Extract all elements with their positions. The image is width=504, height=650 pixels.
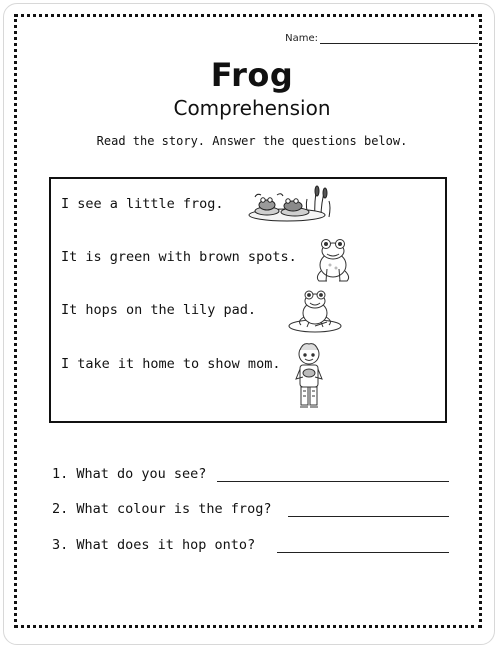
story-line-4: I take it home to show mom.	[61, 356, 281, 372]
name-label: Name:	[285, 33, 318, 44]
child-holding-frog-icon	[291, 341, 327, 413]
instructions: Read the story. Answer the questions below.	[96, 134, 408, 148]
frog-on-lily-pad-icon	[287, 289, 343, 335]
page-subtitle: Comprehension	[173, 96, 331, 120]
story-line-2: It is green with brown spots.	[61, 249, 297, 265]
answer-line-2[interactable]	[288, 515, 449, 517]
question-3: 3. What does it hop onto?	[52, 537, 256, 553]
answer-line-1[interactable]	[217, 480, 449, 482]
story-line-1: I see a little frog.	[61, 196, 224, 212]
name-field	[285, 33, 478, 44]
sitting-frog-icon	[313, 237, 353, 283]
frogs-on-lily-pads-icon	[247, 183, 333, 225]
question-2: 2. What colour is the frog?	[52, 501, 272, 517]
story-line-3: It hops on the lily pad.	[61, 302, 257, 318]
name-answer-line[interactable]	[320, 33, 478, 44]
page-title: Frog	[210, 56, 294, 94]
story-box	[49, 177, 447, 423]
question-1: 1. What do you see?	[52, 466, 207, 482]
answer-line-3[interactable]	[277, 551, 449, 553]
